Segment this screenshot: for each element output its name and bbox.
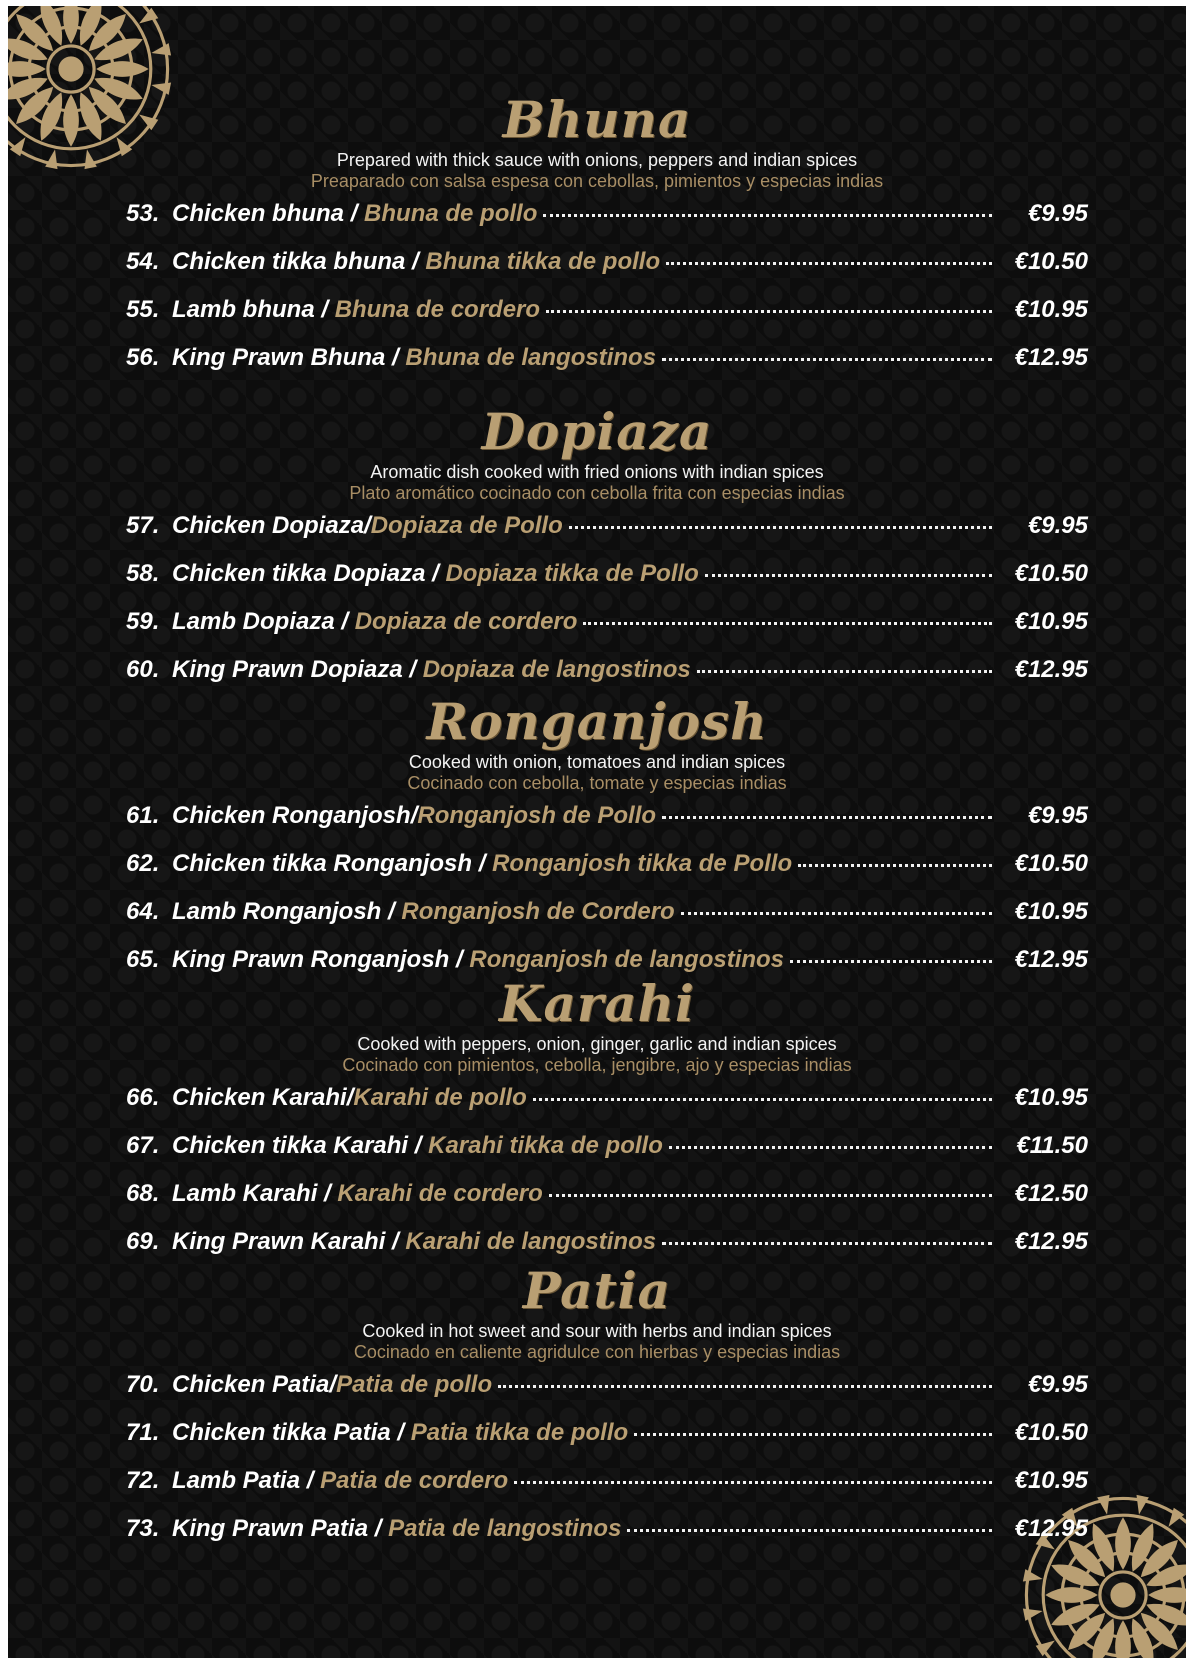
item-name-es: Ronganjosh de langostinos — [469, 946, 785, 973]
item-price: €9.95 — [1027, 512, 1088, 539]
section-description-es: Preaparado con salsa espesa con cebollas, pimientos y especias indias — [310, 171, 884, 191]
item-name-en: Lamb Patia — [172, 1467, 301, 1494]
section-description-es: Cocinado con cebolla, tomate y especias indias — [407, 773, 787, 793]
item-number: 57. — [126, 512, 160, 539]
item-number: 68. — [126, 1180, 160, 1207]
section-title: Patia — [522, 1261, 672, 1320]
item-name-en: Chicken tikka Ronganjosh — [172, 850, 473, 877]
menu-item — [8, 1371, 1186, 1419]
dot-leader — [790, 960, 992, 963]
item-number: 59. — [126, 608, 160, 635]
item-name-en: Chicken Patia — [172, 1371, 330, 1398]
item-price: €10.95 — [1014, 608, 1088, 635]
item-price: €10.50 — [1014, 560, 1088, 587]
item-separator: / — [368, 1515, 389, 1542]
item-number: 65. — [126, 946, 160, 973]
dot-leader — [569, 526, 992, 529]
item-separator: / — [334, 608, 355, 635]
dot-leader — [514, 1481, 992, 1484]
item-name-es: Patia de pollo — [336, 1371, 493, 1398]
item-separator: / — [317, 1180, 338, 1207]
section-ronganjosh — [8, 692, 1186, 994]
item-price: €12.95 — [1014, 344, 1088, 371]
menu-item — [8, 898, 1186, 946]
item-name-es: Ronganjosh tikka de Pollo — [492, 850, 793, 877]
dot-leader — [498, 1385, 992, 1388]
item-separator: / — [300, 1467, 321, 1494]
item-number: 53. — [126, 200, 160, 227]
item-separator: / — [344, 200, 365, 227]
item-name-es: Karahi de langostinos — [405, 1228, 657, 1255]
item-name-es: Dopiaza de langostinos — [422, 656, 691, 683]
item-number: 61. — [126, 802, 160, 829]
item-number: 73. — [126, 1515, 160, 1542]
item-name-en: King Prawn Ronganjosh — [172, 946, 450, 973]
item-name-es: Karahi de cordero — [337, 1180, 543, 1207]
section-karahi — [8, 974, 1186, 1276]
section-description-en: Cooked with onion, tomatoes and indian spices — [408, 752, 786, 772]
section-title: Dopiaza — [481, 402, 713, 461]
item-name-en: Chicken Karahi — [172, 1084, 347, 1111]
dot-leader — [798, 864, 992, 867]
item-name-en: Chicken tikka Patia — [172, 1419, 391, 1446]
section-description-en: Aromatic dish cooked with fried onions with indian spices — [370, 462, 824, 482]
item-separator: / — [410, 802, 418, 829]
item-separator: / — [402, 656, 423, 683]
menu-item — [8, 1180, 1186, 1228]
item-name-es: Dopiaza de cordero — [354, 608, 578, 635]
item-separator: / — [405, 248, 426, 275]
dot-leader — [546, 310, 992, 313]
item-price: €10.95 — [1014, 1467, 1088, 1494]
item-name-es: Patia de cordero — [320, 1467, 509, 1494]
item-price: €10.50 — [1014, 248, 1088, 275]
menu-item — [8, 1132, 1186, 1180]
item-separator: / — [314, 296, 335, 323]
item-name-en: King Prawn Dopiaza — [172, 656, 403, 683]
item-number: 64. — [126, 898, 160, 925]
menu-item — [8, 296, 1186, 344]
menu-item — [8, 344, 1186, 392]
item-price: €10.95 — [1014, 296, 1088, 323]
item-price: €12.50 — [1014, 1180, 1088, 1207]
item-separator: / — [390, 1419, 411, 1446]
item-name-en: King Prawn Patia — [172, 1515, 369, 1542]
section-patia — [8, 1261, 1186, 1563]
item-number: 54. — [126, 248, 160, 275]
item-number: 58. — [126, 560, 160, 587]
item-separator: / — [364, 512, 371, 539]
item-name-en: Lamb Dopiaza — [172, 608, 335, 635]
item-name-es: Patia de langostinos — [388, 1515, 622, 1542]
item-name-es: Bhuna tikka de pollo — [425, 248, 661, 275]
item-number: 70. — [126, 1371, 160, 1398]
item-name-es: Bhuna de langostinos — [405, 344, 657, 371]
menu-item — [8, 200, 1186, 248]
item-name-en: Chicken tikka Karahi — [172, 1132, 409, 1159]
dot-leader — [533, 1098, 992, 1101]
section-title: Bhuna — [502, 90, 692, 149]
item-name-es: Dopiaza tikka de Pollo — [445, 560, 699, 587]
section-bhuna — [8, 90, 1186, 392]
item-separator: / — [425, 560, 446, 587]
item-number: 56. — [126, 344, 160, 371]
item-number: 66. — [126, 1084, 160, 1111]
dot-leader — [662, 1242, 992, 1245]
item-price: €12.95 — [1014, 1515, 1088, 1542]
item-name-en: Chicken Dopiaza — [172, 512, 365, 539]
item-price: €10.95 — [1014, 898, 1088, 925]
section-title: Karahi — [499, 974, 695, 1033]
item-name-es: Ronganjosh de Cordero — [401, 898, 675, 925]
item-name-en: Lamb Karahi — [172, 1180, 318, 1207]
item-price: €9.95 — [1027, 802, 1088, 829]
section-dopiaza — [8, 402, 1186, 704]
item-name-en: Lamb Ronganjosh — [172, 898, 382, 925]
item-number: 62. — [126, 850, 160, 877]
item-name-es: Dopiaza de Pollo — [370, 512, 563, 539]
menu-item — [8, 802, 1186, 850]
item-name-es: Bhuna de pollo — [364, 200, 538, 227]
item-separator: / — [385, 344, 406, 371]
section-description-es: Cocinado con pimientos, cebolla, jengibre, ajo y especias indias — [342, 1055, 852, 1075]
item-name-en: King Prawn Karahi — [172, 1228, 386, 1255]
item-name-en: Chicken bhuna — [172, 200, 345, 227]
section-description-es: Cocinado en caliente agridulce con hierbas y especias indias — [353, 1342, 841, 1362]
item-name-en: Chicken tikka bhuna — [172, 248, 406, 275]
section-description-en: Cooked in hot sweet and sour with herbs and indian spices — [362, 1321, 832, 1341]
dot-leader — [662, 358, 992, 361]
item-number: 72. — [126, 1467, 160, 1494]
menu-item — [8, 608, 1186, 656]
dot-leader — [681, 912, 992, 915]
dot-leader — [697, 670, 992, 673]
item-name-en: Lamb bhuna — [172, 296, 315, 323]
menu-page — [8, 6, 1186, 1658]
item-name-es: Karahi tikka de pollo — [428, 1132, 663, 1159]
menu-item — [8, 512, 1186, 560]
dot-leader — [549, 1194, 992, 1197]
menu-item — [8, 248, 1186, 296]
item-name-es: Bhuna de cordero — [334, 296, 541, 323]
menu-item — [8, 1515, 1186, 1563]
menu-item — [8, 850, 1186, 898]
item-price: €12.95 — [1014, 656, 1088, 683]
section-description-es: Plato aromático cocinado con cebolla frita con especias indias — [349, 483, 845, 503]
menu-item — [8, 1467, 1186, 1515]
item-name-es: Patia tikka de pollo — [410, 1419, 629, 1446]
item-separator: / — [346, 1084, 354, 1111]
menu-item — [8, 560, 1186, 608]
menu-item — [8, 1084, 1186, 1132]
item-name-es: Ronganjosh de Pollo — [417, 802, 657, 829]
dot-leader — [662, 816, 992, 819]
menu-item — [8, 1419, 1186, 1467]
item-name-en: King Prawn Bhuna — [172, 344, 386, 371]
item-price: €10.50 — [1014, 1419, 1088, 1446]
item-separator: / — [449, 946, 470, 973]
section-description-en: Prepared with thick sauce with onions, peppers and indian spices — [336, 150, 858, 170]
item-number: 60. — [126, 656, 160, 683]
dot-leader — [627, 1529, 992, 1532]
dot-leader — [669, 1146, 992, 1149]
dot-leader — [543, 214, 992, 217]
section-title: Ronganjosh — [426, 692, 768, 751]
item-separator: / — [408, 1132, 429, 1159]
item-separator: / — [385, 1228, 406, 1255]
item-number: 67. — [126, 1132, 160, 1159]
item-name-en: Chicken Ronganjosh — [172, 802, 411, 829]
item-number: 71. — [126, 1419, 160, 1446]
item-price: €12.95 — [1014, 946, 1088, 973]
item-name-en: Chicken tikka Dopiaza — [172, 560, 426, 587]
item-price: €9.95 — [1027, 200, 1088, 227]
item-number: 69. — [126, 1228, 160, 1255]
item-price: €11.50 — [1016, 1132, 1088, 1159]
dot-leader — [666, 262, 992, 265]
item-price: €10.95 — [1014, 1084, 1088, 1111]
dot-leader — [634, 1433, 992, 1436]
dot-leader — [583, 622, 992, 625]
item-price: €12.95 — [1014, 1228, 1088, 1255]
section-description-en: Cooked with peppers, onion, ginger, garlic and indian spices — [357, 1034, 837, 1054]
item-number: 55. — [126, 296, 160, 323]
item-separator: / — [381, 898, 402, 925]
item-separator: / — [329, 1371, 337, 1398]
item-separator: / — [472, 850, 493, 877]
item-price: €10.50 — [1014, 850, 1088, 877]
item-price: €9.95 — [1027, 1371, 1088, 1398]
dot-leader — [705, 574, 992, 577]
item-name-es: Karahi de pollo — [353, 1084, 527, 1111]
